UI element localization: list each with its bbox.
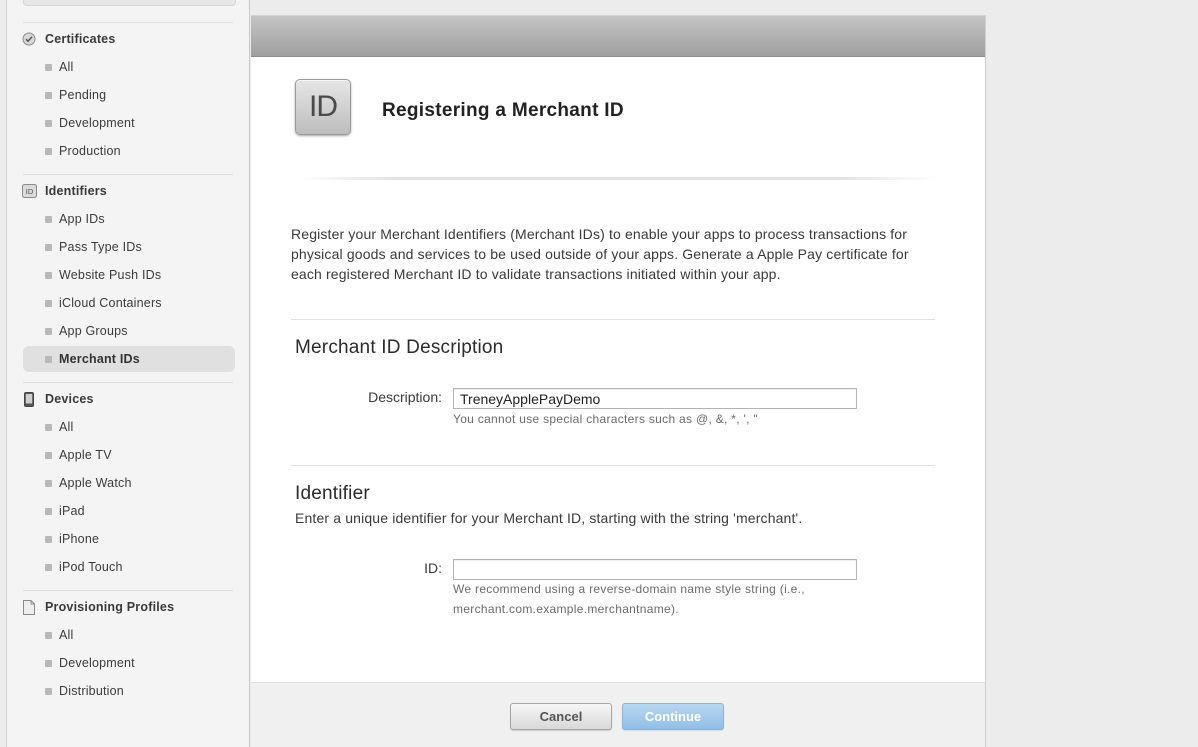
bullet-icon — [45, 356, 52, 363]
section-title: Certificates — [45, 32, 116, 46]
section-title: Provisioning Profiles — [45, 600, 175, 614]
sidebar-item-icloud-containers[interactable] — [23, 290, 235, 316]
description-label: Description: — [368, 389, 442, 405]
section-title-identifier: Identifier — [295, 483, 370, 504]
bullet-icon — [45, 632, 52, 639]
id-label: ID: — [424, 560, 442, 576]
sidebar-item-label: Development — [59, 656, 135, 670]
svg-text:ID: ID — [25, 187, 33, 196]
divider — [23, 174, 233, 175]
section-title-merchant-id-description: Merchant ID Description — [295, 337, 504, 358]
header-bar — [251, 16, 985, 57]
bullet-icon — [45, 148, 52, 155]
sidebar-item-label: Apple Watch — [59, 476, 132, 490]
divider — [291, 465, 935, 466]
footer — [251, 682, 985, 747]
sidebar-section-identifiers[interactable] — [21, 181, 233, 201]
id-icon — [21, 183, 37, 199]
sidebar-item-label: Merchant IDs — [59, 352, 140, 366]
sidebar-item-distribution[interactable] — [23, 678, 235, 704]
sidebar-item-label: All — [59, 60, 74, 74]
sidebar-item-label: App Groups — [59, 324, 128, 338]
id-hint-line2: merchant.com.example.merchantname). — [453, 602, 679, 616]
sidebar-item-ipod-touch[interactable] — [23, 554, 235, 580]
bullet-icon — [45, 452, 52, 459]
sidebar-item-pass-type-ids[interactable] — [23, 234, 235, 260]
sidebar — [6, 0, 250, 747]
bullet-icon — [45, 480, 52, 487]
sidebar-item-label: iPod Touch — [59, 560, 123, 574]
bullet-icon — [45, 688, 52, 695]
sidebar-item-merchant-ids[interactable] — [23, 346, 235, 372]
sidebar-item-profiles-all[interactable] — [23, 622, 235, 648]
divider — [23, 22, 233, 23]
document-icon — [21, 599, 37, 615]
sidebar-section-provisioning-profiles[interactable] — [21, 597, 233, 617]
sidebar-item-label: Pass Type IDs — [59, 240, 142, 254]
divider — [23, 590, 233, 591]
bullet-icon — [45, 272, 52, 279]
section-title: Devices — [45, 392, 94, 406]
description-field[interactable] — [453, 388, 857, 409]
sidebar-item-devices-all[interactable] — [23, 414, 235, 440]
sidebar-item-ipad[interactable] — [23, 498, 235, 524]
sidebar-top-strip — [23, 0, 236, 6]
sidebar-item-label: All — [59, 420, 74, 434]
certificate-icon — [21, 31, 37, 47]
sidebar-item-label: Website Push IDs — [59, 268, 162, 282]
bullet-icon — [45, 564, 52, 571]
bullet-icon — [45, 536, 52, 543]
bullet-icon — [45, 424, 52, 431]
device-icon — [21, 391, 37, 407]
sidebar-item-production[interactable] — [23, 138, 235, 164]
bullet-icon — [45, 92, 52, 99]
id-badge-icon: ID — [295, 79, 351, 135]
identifier-description: Enter a unique identifier for your Merchant ID, starting with the string 'merchant'. — [295, 510, 803, 526]
bullet-icon — [45, 216, 52, 223]
sidebar-section-devices[interactable] — [21, 389, 233, 409]
bullet-icon — [45, 64, 52, 71]
divider — [297, 177, 937, 180]
sidebar-item-label: Apple TV — [59, 448, 112, 462]
sidebar-item-label: Pending — [59, 88, 107, 102]
sidebar-item-certificates-development[interactable] — [23, 110, 235, 136]
sidebar-item-apple-tv[interactable] — [23, 442, 235, 468]
id-field[interactable] — [453, 559, 857, 580]
section-title: Identifiers — [45, 184, 107, 198]
sidebar-item-app-groups[interactable] — [23, 318, 235, 344]
continue-button[interactable]: Continue — [622, 703, 724, 730]
sidebar-item-label: iPad — [59, 504, 85, 518]
sidebar-section-certificates[interactable] — [21, 29, 233, 49]
sidebar-item-pending[interactable] — [23, 82, 235, 108]
main-top-strip — [251, 0, 986, 16]
sidebar-item-label: iCloud Containers — [59, 296, 162, 310]
page-title: Registering a Merchant ID — [382, 100, 624, 121]
bullet-icon — [45, 660, 52, 667]
bullet-icon — [45, 244, 52, 251]
sidebar-item-certificates-all[interactable] — [23, 54, 235, 80]
sidebar-item-label: Distribution — [59, 684, 124, 698]
sidebar-item-label: App IDs — [59, 212, 105, 226]
divider — [291, 319, 935, 320]
sidebar-item-profiles-development[interactable] — [23, 650, 235, 676]
sidebar-item-label: All — [59, 628, 74, 642]
cancel-button[interactable]: Cancel — [510, 703, 612, 730]
sidebar-item-iphone[interactable] — [23, 526, 235, 552]
sidebar-item-apple-watch[interactable] — [23, 470, 235, 496]
sidebar-item-label: iPhone — [59, 532, 100, 546]
intro-text: Register your Merchant Identifiers (Merchant IDs) to enable your apps to process transactions for physical goods and services to be used outside of your apps. Generate a Apple Pay certificate for each registered Merchant ID to validate transactions initiated within your app. — [291, 226, 909, 282]
sidebar-item-label: Development — [59, 116, 135, 130]
divider — [23, 382, 233, 383]
sidebar-item-app-ids[interactable] — [23, 206, 235, 232]
description-hint: You cannot use special characters such as @, &, *, ', " — [453, 412, 758, 426]
bullet-icon — [45, 120, 52, 127]
main-panel — [251, 0, 986, 747]
bullet-icon — [45, 328, 52, 335]
sidebar-item-label: Production — [59, 144, 121, 158]
sidebar-item-website-push-ids[interactable] — [23, 262, 235, 288]
bullet-icon — [45, 508, 52, 515]
bullet-icon — [45, 300, 52, 307]
id-hint-line1: We recommend using a reverse-domain name style string (i.e., — [453, 582, 805, 596]
